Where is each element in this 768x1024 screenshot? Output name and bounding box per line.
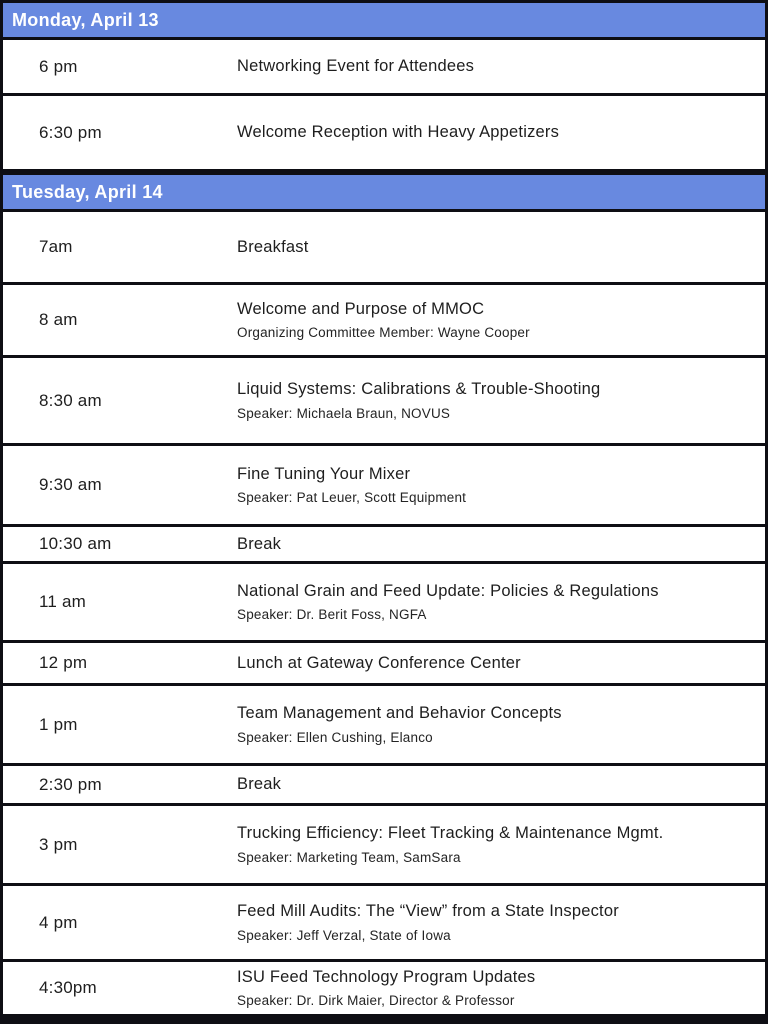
event-cell bbox=[237, 527, 765, 561]
event-cell bbox=[237, 766, 765, 803]
time-cell: 8:30 am bbox=[39, 390, 102, 410]
day-header-tuesday: Tuesday, April 14 bbox=[3, 172, 765, 212]
event-cell bbox=[237, 962, 765, 1014]
event-cell bbox=[237, 564, 765, 640]
schedule-row bbox=[3, 96, 765, 172]
event-cell bbox=[237, 446, 765, 524]
schedule-row bbox=[3, 358, 765, 446]
event-cell bbox=[237, 285, 765, 355]
event-speaker: Speaker: Dr. Berit Foss, NGFA bbox=[237, 607, 427, 623]
event-speaker: Speaker: Michaela Braun, NOVUS bbox=[237, 405, 451, 421]
schedule-row bbox=[3, 212, 765, 285]
event-title: Trucking Efficiency: Fleet Tracking & Maintenance Mgmt. bbox=[237, 824, 664, 843]
event-speaker: Speaker: Pat Leuer, Scott Equipment bbox=[237, 490, 467, 506]
event-cell bbox=[237, 686, 765, 763]
time-cell: 12 pm bbox=[39, 653, 88, 672]
schedule-row bbox=[3, 686, 765, 766]
time-cell: 4 pm bbox=[39, 912, 78, 932]
event-title: Breakfast bbox=[237, 237, 309, 256]
event-title: Lunch at Gateway Conference Center bbox=[237, 653, 521, 672]
event-cell bbox=[237, 96, 765, 169]
event-cell bbox=[237, 212, 765, 282]
time-cell: 7am bbox=[39, 237, 73, 256]
schedule-row bbox=[3, 766, 765, 806]
schedule-row bbox=[3, 446, 765, 527]
time-cell: 6:30 pm bbox=[39, 122, 102, 142]
event-title: ISU Feed Technology Program Updates bbox=[237, 967, 536, 986]
event-cell bbox=[237, 806, 765, 883]
day-header-monday: Monday, April 13 bbox=[3, 3, 765, 40]
time-cell: 2:30 pm bbox=[39, 774, 102, 794]
event-title: Welcome and Purpose of MMOC bbox=[237, 299, 485, 318]
event-title: Feed Mill Audits: The “View” from a State Inspector bbox=[237, 902, 619, 921]
event-title: Team Management and Behavior Concepts bbox=[237, 704, 562, 723]
event-cell bbox=[237, 886, 765, 959]
time-cell: 9:30 am bbox=[39, 475, 102, 494]
schedule-row bbox=[3, 962, 765, 1014]
event-title: National Grain and Feed Update: Policies & Regulations bbox=[237, 581, 659, 600]
event-speaker: Speaker: Marketing Team, SamSara bbox=[237, 849, 461, 865]
event-title: Fine Tuning Your Mixer bbox=[237, 464, 411, 483]
schedule-row bbox=[3, 564, 765, 643]
time-cell: 8 am bbox=[39, 310, 78, 329]
schedule-row bbox=[3, 643, 765, 686]
time-cell: 11 am bbox=[39, 592, 86, 611]
event-cell bbox=[237, 358, 765, 443]
schedule-row bbox=[3, 285, 765, 358]
event-title: Break bbox=[237, 775, 282, 794]
schedule-row bbox=[3, 806, 765, 886]
event-speaker: Organizing Committee Member: Wayne Cooper bbox=[237, 325, 530, 341]
schedule-row bbox=[3, 527, 765, 564]
event-cell bbox=[237, 643, 765, 683]
event-title: Networking Event for Attendees bbox=[237, 57, 475, 76]
event-speaker: Speaker: Dr. Dirk Maier, Director & Professor bbox=[237, 993, 515, 1009]
time-cell: 10:30 am bbox=[39, 534, 112, 553]
time-cell: 4:30pm bbox=[39, 978, 97, 997]
event-cell bbox=[237, 40, 765, 93]
schedule-row bbox=[3, 40, 765, 96]
event-title: Welcome Reception with Heavy Appetizers bbox=[237, 123, 560, 142]
event-speaker: Speaker: Jeff Verzal, State of Iowa bbox=[237, 927, 451, 943]
event-title: Break bbox=[237, 534, 282, 553]
event-speaker: Speaker: Ellen Cushing, Elanco bbox=[237, 729, 433, 745]
schedule-row bbox=[3, 886, 765, 962]
event-title: Liquid Systems: Calibrations & Trouble-Shooting bbox=[237, 380, 601, 399]
time-cell: 3 pm bbox=[39, 834, 78, 854]
time-cell: 6 pm bbox=[39, 56, 78, 76]
time-cell: 1 pm bbox=[39, 714, 78, 734]
